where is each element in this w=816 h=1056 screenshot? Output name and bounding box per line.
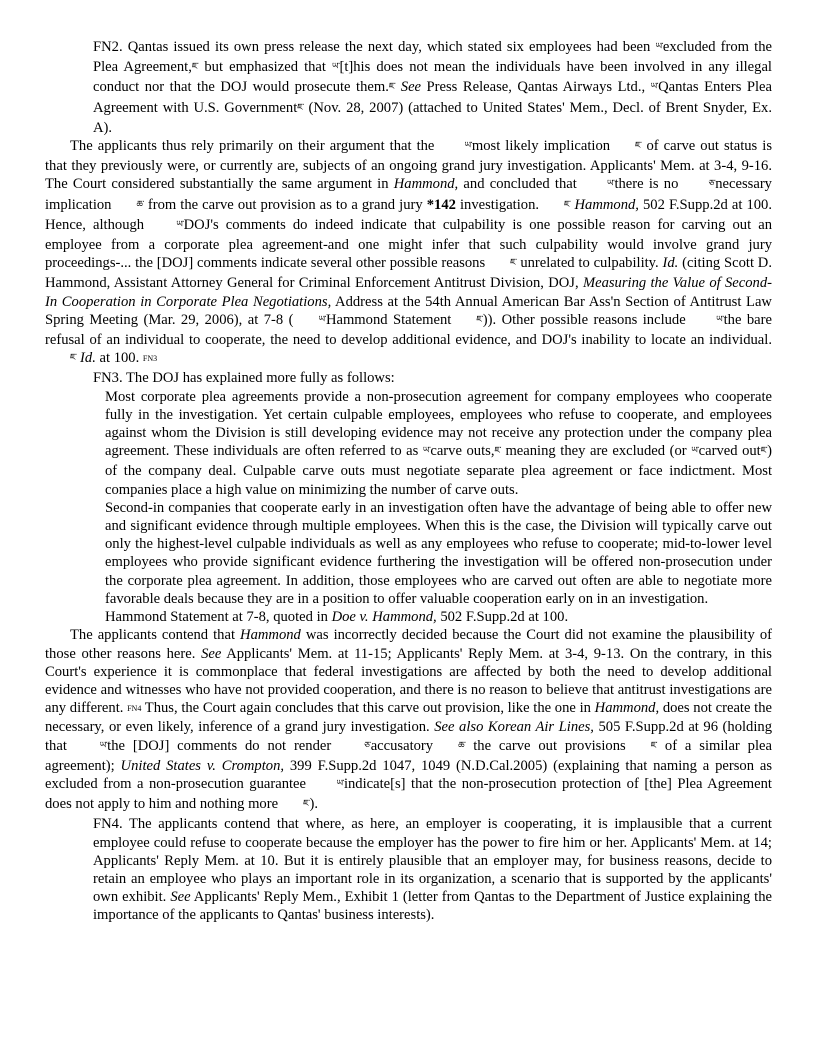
garbled-quote-mark: ཡ་: [691, 446, 699, 457]
garbled-quote-mark: ཡ་: [650, 82, 659, 93]
text-segment: Hammond Statement: [325, 311, 452, 328]
text-segment: unrelated to culpability.: [516, 255, 663, 272]
case-name: Doe v. Hammond,: [331, 609, 437, 626]
garbled-quote-mark: ཡ་: [332, 62, 340, 73]
case-name: United States v. Crompton,: [120, 757, 285, 774]
footnote-4: [93, 815, 772, 924]
text-segment: was incorrectly decided because the Court did not examine the plausibility of those other reasons here.: [45, 627, 773, 662]
text-segment: the bare refusal of an individual to cooperate, the need to develop additional evidence, and DOJ's inability to locate an individual.: [45, 311, 772, 349]
garbled-quote-mark: ཇ་: [510, 258, 517, 269]
text-segment: Press Release, Qantas Airways Ltd.,: [421, 79, 651, 96]
text-segment: and concluded that: [458, 176, 583, 193]
text-segment: Applicants' Mem. at 11-15; Applicants' Reply Mem. at 3-4, 9-13. On the contrary, in this Court's experience it is commonplace that federal investigations are affected by both the need to develop additional evidence and witnesses who have not provided cooperation, and there is no reason to believe that antitrust investigations are any different.: [45, 645, 772, 717]
text-segment: (Nov. 28, 2007) (attached to United States' Mem., Decl. of Brent Snyder, Ex. A).: [93, 99, 773, 136]
document-page: [45, 38, 772, 925]
case-name: Hammond,: [393, 176, 459, 193]
text-segment: from the carve out provision as to a grand jury: [143, 196, 427, 213]
garbled-quote-mark: ཡ་: [422, 446, 431, 457]
footnote-ref-fn4[interactable]: FN4: [127, 704, 142, 714]
text-segment: (citing Scott D. Hammond, Assistant Attorney General for Criminal Enforcement Antitrust Division, DOJ,: [45, 255, 772, 292]
case-name: Hammond: [240, 627, 301, 644]
text-segment: Qantas Enters Plea Agreement with U.S. Government: [93, 79, 773, 116]
case-name: Hammond,: [574, 196, 639, 213]
text-segment: does not create the necessary, or even likely, inference of a grand jury investigation.: [45, 700, 772, 736]
garbled-quote-mark: ཇ་: [303, 799, 310, 810]
text-segment: ) of the company deal. Culpable carve outs must negotiate separate plea agreement or face indictment. Most companies place a high value on minimizing the number of carve outs.: [105, 443, 772, 498]
page-reference: *142: [426, 196, 456, 213]
text-segment: DOJ's comments do indeed indicate that culpability is one possible reason for carving out an employee from a corporate plea agreement-and one might infer that such culpability would involve grand jury proceedings-... the [DOJ] comments indicate several other possible reasons: [45, 216, 772, 272]
garbled-quote-mark: ཡ་: [336, 778, 344, 789]
garbled-quote-mark: ཇ་: [635, 141, 642, 152]
text-segment: accusatory: [370, 737, 434, 754]
garbled-quote-mark: ཡ་: [655, 42, 663, 52]
garbled-quote-mark: ཇ་: [70, 353, 77, 364]
quote-paragraph-1: [105, 388, 772, 499]
text-segment: Hammond Statement at 7-8, quoted in: [105, 609, 332, 626]
footnote-3-heading: FN3. The DOJ has explained more fully as follows:: [93, 370, 395, 387]
text-segment: FN4. The applicants contend that where, as here, an employer is cooperating, it is implausible that a current employee could refuse to cooperate because the employer has the power to fire him or her. Applicants' Mem. at 14; Applicants' Reply Mem. at 10. But it is entirely plausible that an employer may, for business reasons, decide to retain an employee who plays an important role in its organization, a scenario that is supported by the applicants' own exhibit.: [93, 816, 772, 906]
block-quote: [105, 388, 772, 627]
body-paragraph-2: [45, 626, 772, 815]
text-segment: The applicants thus rely primarily on their argument that the: [70, 138, 440, 155]
text-segment: Thus, the Court again concludes that this carve out provision, like the one in: [141, 700, 595, 717]
text-segment: the [DOJ] comments do not render: [107, 737, 340, 754]
quote-citation: [105, 608, 772, 626]
title-italic: Measuring the Value of Second-In Cooperation in Corporate Plea Negotiations,: [45, 275, 772, 310]
footnote-2: [93, 38, 772, 137]
text-segment: excluded from the Plea Agreement,: [93, 39, 772, 76]
case-name: See also Korean Air Lines,: [434, 719, 594, 736]
case-name: Hammond,: [594, 700, 660, 717]
text-segment: 502 F.Supp.2d at 100.: [436, 609, 569, 626]
text-segment: The applicants contend that: [70, 627, 241, 644]
text-segment: meaning they are excluded (or: [500, 443, 692, 460]
italic-signal: See: [170, 889, 191, 906]
garbled-quote-mark: ཆ་: [458, 740, 466, 751]
italic-signal: See: [201, 645, 222, 662]
text-segment: [t]his does not mean the individuals have been involved in any illegal conduct nor that the DOJ would prosecute them.: [93, 59, 772, 96]
footnote-ref-fn3[interactable]: FN3: [142, 354, 158, 364]
text-segment: Most corporate plea agreements provide a non-prosecution agreement for company employees who cooperate fully in the investigation. Yet certain culpable employees, employees who refuse to cooperate, and employees against whom the Division is still developing evidence may not receive any protection under the company plea agreement. These individuals are often referred to as: [105, 388, 772, 460]
text-segment: but emphasized that: [198, 59, 333, 76]
garbled-quote-mark: ཡ་: [318, 314, 326, 325]
text-segment: 502 F.Supp.2d at 100. Hence, although: [45, 196, 772, 233]
garbled-quote-mark: ཇ་: [476, 314, 483, 325]
italic-signal: Id.: [80, 350, 96, 367]
garbled-quote-mark: ཡ་: [176, 219, 184, 230]
text-segment: indicate[s] that the non-prosecution protection of [the] Plea Agreement does not apply to him and nothing more: [45, 775, 772, 813]
text-segment: necessary implication: [45, 176, 772, 213]
text-segment: )). Other possible reasons include: [482, 311, 692, 328]
text-segment: 505 F.Supp.2d at 96 (holding that: [45, 719, 772, 754]
body-paragraph-1: [45, 137, 772, 369]
garbled-quote-mark: ཇ་: [297, 102, 304, 113]
garbled-quote-mark: ཇ་: [191, 62, 199, 73]
text-segment: carve outs,: [430, 443, 495, 460]
garbled-quote-mark: ཇ་: [388, 82, 396, 93]
text-segment: the carve out provisions: [465, 737, 626, 754]
text-segment: of a similar plea agreement);: [45, 737, 772, 774]
garbled-quote-mark: ཇ་: [564, 199, 571, 210]
garbled-quote-mark: ཆ་: [136, 199, 144, 210]
text-segment: most likely implication: [471, 138, 611, 155]
garbled-quote-mark: ཡ་: [464, 141, 472, 152]
italic-signal: Id.: [662, 255, 679, 272]
text-segment: FN2. Qantas issued its own press release the next day, which stated six employees had been: [93, 39, 656, 55]
text-segment: at 100.: [95, 350, 143, 367]
garbled-quote-mark: ཇ་: [650, 740, 658, 751]
text-segment: investigation.: [455, 196, 540, 213]
text-segment: ).: [309, 796, 318, 813]
text-segment: carved out: [698, 443, 761, 460]
quote-paragraph-2: Second-in companies that cooperate early in an investigation often have the advantage of being able to offer new and significant evidence through multiple employees. When this is the case, the Division will typically carve out only the highest-level culpable individuals as well as any employees who refuse to cooperate; mid-to-lower level employees who provide significant evidence furthering the investigation will be offered non-prosecution under the corporate plea agreement. In addition, those employees who are carved out often are able to negotiate more favorable deals because they are in a position to offer valuable cooperation early on in an investigation.: [105, 499, 772, 607]
garbled-quote-mark: ཇ་: [494, 446, 501, 457]
text-segment: 399 F.Supp.2d 1047, 1049 (N.D.Cal.2005) (explaining that naming a person as excluded from a non-prosecution guarantee: [45, 757, 772, 792]
garbled-quote-mark: ཇ་: [760, 446, 768, 457]
garbled-quote-mark: ཡ་: [99, 740, 108, 751]
garbled-quote-mark: ཅ་: [364, 740, 371, 751]
italic-signal: See: [400, 79, 422, 96]
text-segment: Applicants' Reply Mem., Exhibit 1 (letter from Qantas to the Department of Justice explaining the importance of the applicants to Qantas' business interests).: [93, 889, 772, 924]
garbled-quote-mark: ཡ་: [716, 314, 724, 325]
text-segment: there is no: [614, 176, 684, 193]
text-segment: of carve out status is that they previously were, or currently are, subjects of an ongoing grand jury investigation. Applicants' Mem. at 3-4, 9-16. The Court considered substantially the same argument in: [45, 138, 772, 193]
garbled-quote-mark: ཡ་: [607, 179, 615, 190]
garbled-quote-mark: ཅ་: [708, 179, 716, 190]
text-segment: Address at the 54th Annual American Bar Ass'n Section of Antitrust Law Spring Meeting (Mar. 29, 2006), at 7-8 (: [45, 293, 772, 328]
